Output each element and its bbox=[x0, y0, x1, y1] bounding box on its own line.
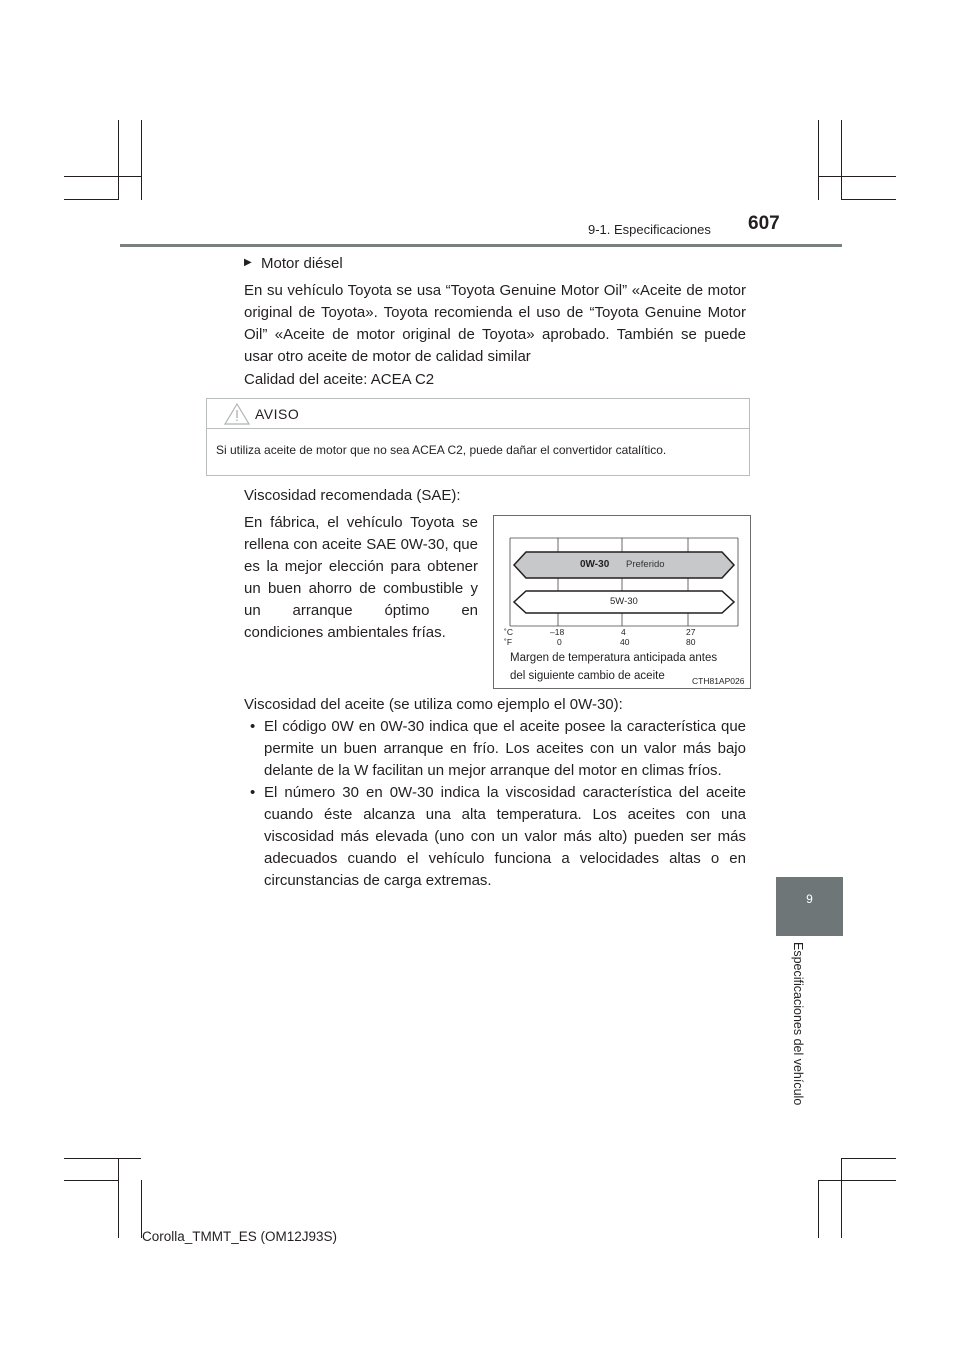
chapter-number: 9 bbox=[806, 892, 813, 906]
tick-c-1: –18 bbox=[550, 627, 565, 637]
crop-mark bbox=[818, 1180, 896, 1181]
crop-mark bbox=[64, 1180, 118, 1181]
tick-c-2: 4 bbox=[621, 627, 626, 637]
section-title: 9-1. Especificaciones bbox=[588, 222, 711, 237]
chapter-tab bbox=[776, 877, 843, 936]
chapter-label-text: Especificaciones del vehículo bbox=[791, 942, 805, 1106]
page-number: 607 bbox=[748, 213, 780, 234]
viscosity-oil-heading: Viscosidad del aceite (se utiliza como ejemplo el 0W-30): bbox=[244, 696, 623, 713]
header-rule bbox=[120, 244, 842, 247]
oil-quality: Calidad del aceite: ACEA C2 bbox=[244, 371, 435, 388]
crop-mark bbox=[818, 1180, 819, 1238]
crop-mark bbox=[64, 199, 118, 200]
unit-fahrenheit: ˚F bbox=[504, 637, 513, 647]
crop-mark bbox=[64, 1158, 141, 1159]
figure-caption-line2: del siguiente cambio de aceite bbox=[510, 670, 665, 682]
viscosity-heading: Viscosidad recomendada (SAE): bbox=[244, 487, 461, 504]
crop-mark bbox=[841, 1158, 896, 1159]
footer-doc-id: Corolla_TMMT_ES (OM12J93S) bbox=[142, 1229, 338, 1244]
crop-mark bbox=[818, 176, 896, 177]
crop-mark bbox=[841, 120, 842, 200]
label-5w30: 5W-30 bbox=[610, 596, 638, 607]
label-preferido: Preferido bbox=[626, 559, 665, 570]
warning-triangle-icon bbox=[224, 403, 250, 425]
paragraph-factory-oil: En fábrica, el vehículo Toyota se rellena con aceite SAE 0W-30, que es la mejor elección para obtener un buen ahorro de combustible y un arranque óptimo en condiciones ambientales frías. bbox=[244, 514, 478, 641]
list-item bbox=[250, 716, 746, 782]
label-0w30: 0W-30 bbox=[580, 559, 610, 570]
figure-caption-line1: Margen de temperatura anticipada antes bbox=[510, 652, 718, 664]
crop-mark bbox=[141, 120, 142, 200]
paragraph-oil-intro: En su vehículo Toyota se usa “Toyota Genuine Motor Oil” «Aceite de motor original de Toyota». Toyota recomienda el uso de “Toyota Genuine Motor Oil” «Aceite de motor original de Toyota» aprobado. También se puede usar otro aceite de motor de calidad similar bbox=[244, 282, 746, 365]
tick-f-3: 80 bbox=[686, 637, 696, 647]
bullet-dot-icon: • bbox=[250, 784, 256, 801]
crop-mark bbox=[841, 199, 896, 200]
band-0w30 bbox=[514, 552, 734, 578]
figure-code: CTH81AP026 bbox=[692, 676, 745, 686]
list-item-text: El número 30 en 0W-30 indica la viscosidad característica del aceite cuando éste alcanza una alta temperatura. Los aceites con una viscosidad más elevada (uno con un valor más alto) pueden ser más adecuados cuando el vehículo funciona a velocidades altas o en circunstancias de carga extremas. bbox=[264, 784, 746, 889]
warning-title: AVISO bbox=[255, 406, 300, 422]
tick-f-2: 40 bbox=[620, 637, 630, 647]
warning-box bbox=[206, 398, 750, 476]
list-item-text: El código 0W en 0W-30 indica que el aceite posee la característica que permite un buen arranque en frío. Los aceites con un valor más bajo delante de la W facilitan un mejor arranque del motor en climas fríos. bbox=[264, 718, 746, 779]
list-item bbox=[250, 782, 746, 892]
viscosity-figure bbox=[493, 515, 751, 689]
triangle-bullet-icon: ▶ bbox=[244, 257, 252, 268]
warning-header bbox=[207, 399, 749, 429]
unit-celsius: ˚C bbox=[504, 627, 513, 637]
warning-text: Si utiliza aceite de motor que no sea ACEA C2, puede dañar el convertidor catalítico. bbox=[216, 443, 667, 457]
crop-mark bbox=[841, 1158, 842, 1238]
subheading-diesel: Motor diésel bbox=[261, 255, 343, 272]
crop-mark bbox=[118, 120, 119, 200]
tick-f-1: 0 bbox=[557, 637, 562, 647]
crop-mark bbox=[64, 176, 141, 177]
crop-mark bbox=[818, 120, 819, 200]
crop-mark bbox=[118, 1158, 119, 1238]
chapter-label bbox=[787, 942, 809, 1122]
tick-c-3: 27 bbox=[686, 627, 696, 637]
bullet-dot-icon: • bbox=[250, 718, 256, 735]
